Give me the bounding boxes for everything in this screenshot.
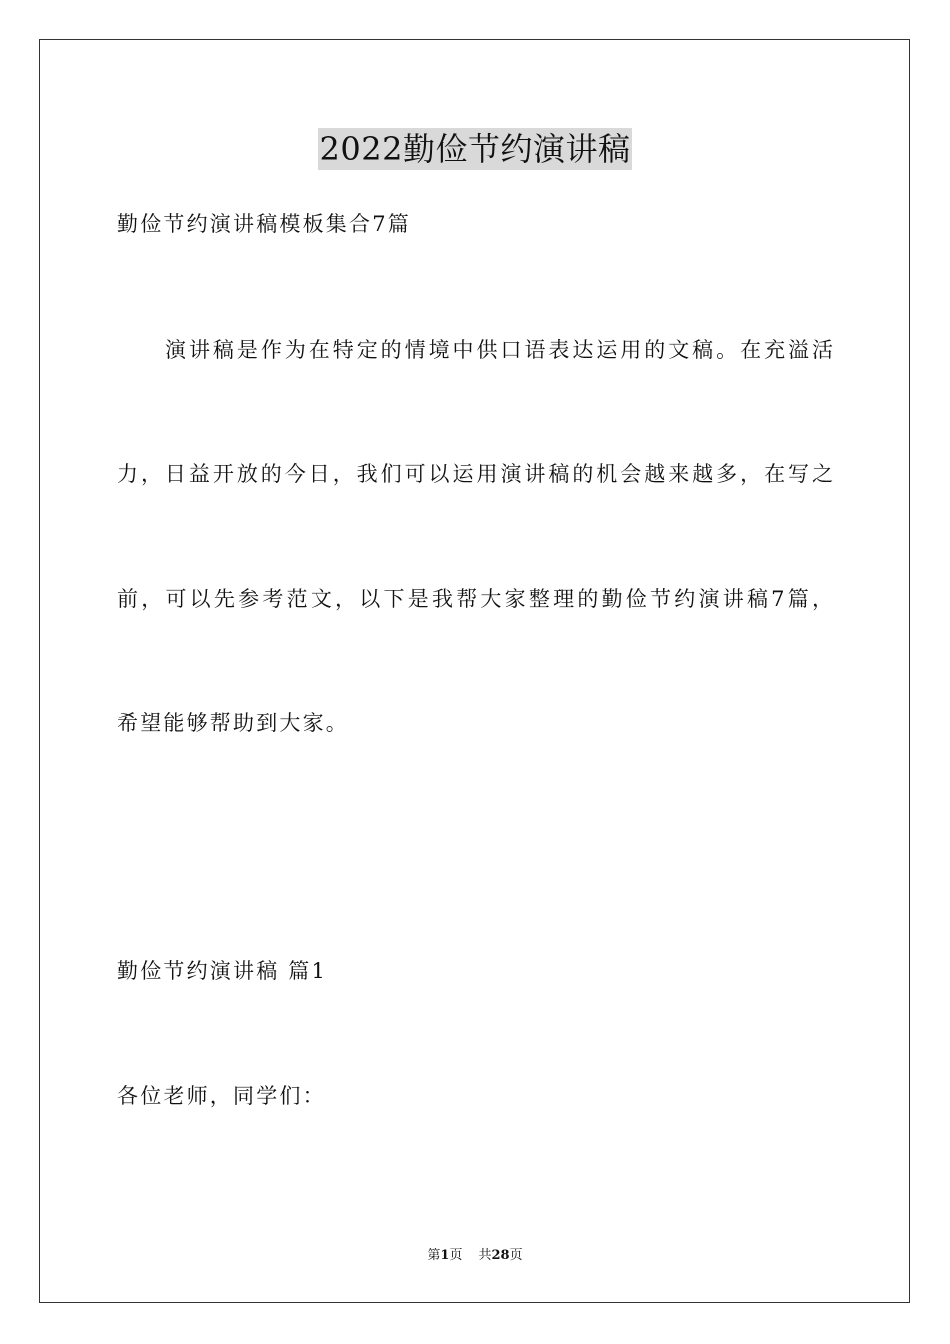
footer-total-pages: 28 bbox=[491, 1248, 510, 1263]
intro-line-4: 希望能够帮助到大家。 bbox=[117, 711, 349, 735]
intro-line-3: 前，可以先参考范文，以下是我帮大家整理的勤俭节约演讲稿7篇， bbox=[117, 587, 833, 611]
footer-page-suffix: 页 bbox=[449, 1248, 463, 1263]
title-container bbox=[0, 128, 950, 170]
footer-total-suffix: 页 bbox=[509, 1248, 523, 1263]
intro-line-1: 演讲稿是作为在特定的情境中供口语表达运用的文稿。在充溢活 bbox=[165, 338, 833, 362]
footer-total-prefix: 共 bbox=[478, 1248, 492, 1263]
footer-page-number: 1 bbox=[440, 1248, 450, 1263]
document-subtitle: 勤俭节约演讲稿模板集合7篇 bbox=[117, 212, 411, 236]
page-footer bbox=[0, 1247, 950, 1265]
section-heading: 勤俭节约演讲稿 篇1 bbox=[117, 959, 328, 983]
greeting-line: 各位老师，同学们： bbox=[117, 1084, 326, 1108]
intro-line-2: 力，日益开放的今日，我们可以运用演讲稿的机会越来越多，在写之 bbox=[117, 462, 833, 486]
footer-page-prefix: 第 bbox=[427, 1248, 441, 1263]
document-title: 2022勤俭节约演讲稿 bbox=[319, 130, 631, 168]
